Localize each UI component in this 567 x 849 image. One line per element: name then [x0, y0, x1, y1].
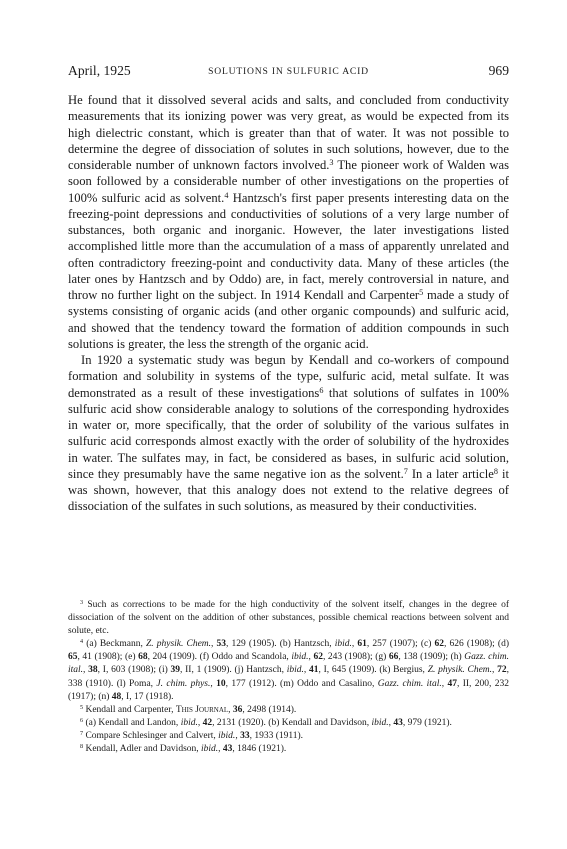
- footnote-7: $^7$ Compare Schlesinger and Calvert, ibid., 33, 1933 (1911).: [80, 730, 304, 741]
- footnote-ref-3[interactable]: 3: [329, 157, 334, 167]
- page-number: 969: [488, 63, 509, 78]
- footnotes: [68, 599, 509, 756]
- footnote-3: $^3$ Such as corrections to be made for the high conductivity of the solvent itself, changes in the degree of dissociation of the solvent on the addition of other substances, possible chemical reactions between solvent and solute, etc.: [68, 599, 509, 637]
- footnote-ref-6[interactable]: 6: [319, 385, 324, 395]
- footnote-ref-7[interactable]: 7: [403, 466, 408, 476]
- footnote-5: $^5$ Kendall and Carpenter, This Journal, 36, 2498 (1914).: [80, 704, 297, 715]
- footnote-ref-4[interactable]: 4: [224, 190, 229, 200]
- footnote-mark: 7: [80, 730, 84, 737]
- header-title: SOLUTIONS IN SULFURIC ACID: [208, 66, 369, 77]
- footnote-mark: 3: [80, 599, 84, 606]
- footnote-ref-8[interactable]: 8: [493, 466, 498, 476]
- footnote-mark: 4: [80, 639, 84, 646]
- header-date: April, 1925: [68, 63, 131, 78]
- footnote-4: $^4$ (a) Beckmann, Z. physik. Chem., 53, 129 (1905). (b) Hantzsch, ibid., 61, 257 (1907); (c) 62, 626 (1908); (d) 65, 41 (1908); (e) 68, 204 (1909). (f) Oddo and Scandola, ibid., 62, 243 (1908); (g) 66, 138 (1909); (h) Gazz. chim. ital., 38, I, 603 (1908); (i) 39, II, 1 (1909). (j) Hantzsch, ibid., 41, I, 645 (1909). (k) Bergius, Z. physik. Chem., 72, 338 (1910). (l) Poma, J. chim. phys., 10, 177 (1912). (m) Oddo and Casalino, Gazz. chim. ital., 47, II, 200, 232 (1917); (n) 48, I, 17 (1918).: [68, 639, 510, 702]
- paragraph-2: In 1920 a systematic study was begun by Kendall and co-workers of compound formation and solubility in systems of the type, sulfuric acid, metal sulfate. It was demonstrated as a result of these investigations$^6$ that solutions of sulfates in 100% sulfuric acid show considerable analogy to solutions of the corresponding hydroxides in water or, more specifically, that the order of solubility of the various sulfates in sulfuric acid corresponds almost exactly with the order of solubility of the hydroxides in water. The sulfates may, in fact, be considered as bases, in sulfuric acid solution, since they presumably have the same negative ion as the solvent.$^7$ In a later article$^8$ it was shown, however, that this analogy does not extend to the relative degrees of dissociation of the sulfates in such solutions, as measured by their conductivities.: [68, 353, 509, 514]
- paragraph-1: He found that it dissolved several acids and salts, and concluded from conductivity measurements that its ionizing power was very great, as would be expected from its high dielectric constant, which is greater than that of water. It was not possible to determine the degree of dissociation of solutes in such solutions, however, due to the considerable number of unknown factors involved.$^3$ The pioneer work of Walden was soon followed by a considerable number of other investigations on the properties of 100% sulfuric acid as solvent.$^4$ Hantzsch's first paper presents interesting data on the freezing-point depressions and conductivities of solutions of a very large number of substances, both organic and inorganic. However, the later investigations listed accomplished little more than the accumulation of a mass of apparently unrelated and often contradictory freezing-point and conductivity data. Many of these articles (the later ones by Hantzsch and by Oddo) are, in fact, merely controversial in nature, and throw no further light on the subject. In 1914 Kendall and Carpenter$^5$ made a study of systems consisting of organic acids (and other organic compounds) and sulfuric acid, and showed that the tendency toward the formation of addition compounds in such solutions is greater, the less the strength of the organic acid.: [68, 93, 509, 351]
- running-header: [68, 63, 509, 81]
- footnote-6: $^6$ (a) Kendall and Landon, ibid., 42, 2131 (1920). (b) Kendall and Davidson, ibid., 43, 979 (1921).: [80, 717, 452, 728]
- footnote-ref-5[interactable]: 5: [419, 287, 424, 297]
- footnote-mark: 5: [80, 704, 84, 711]
- footnote-8: $^8$ Kendall, Adler and Davidson, ibid., 43, 1846 (1921).: [80, 743, 287, 755]
- footnote-mark: 8: [80, 743, 84, 750]
- main-text: [68, 92, 509, 515]
- footnote-mark: 6: [80, 717, 84, 724]
